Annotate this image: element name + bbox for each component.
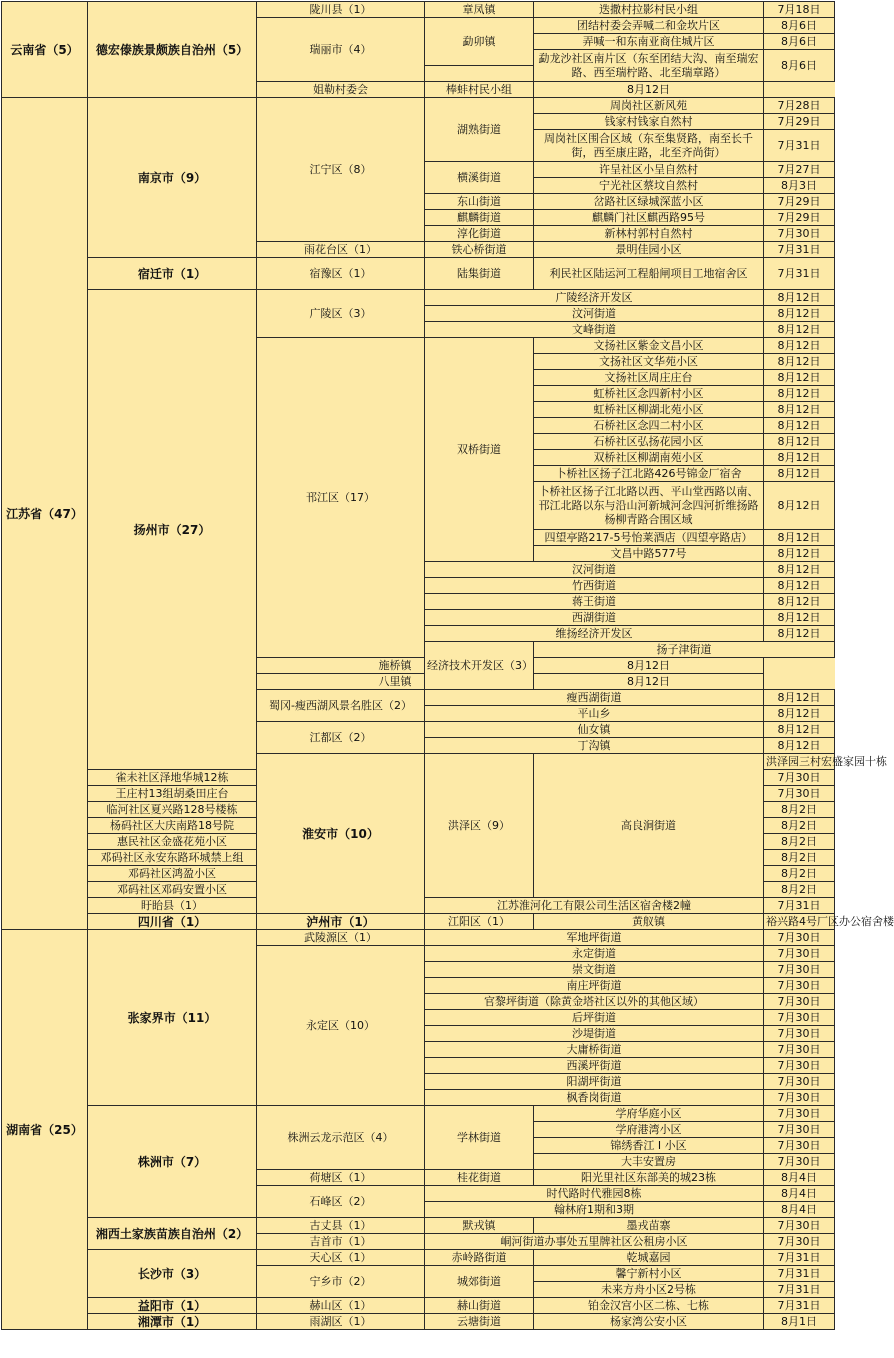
date-cell: 8月12日	[764, 354, 835, 370]
table-cell: 沙堤街道	[425, 1026, 764, 1042]
table-cell: 双桥街道	[425, 338, 534, 562]
date-cell: 8月12日	[764, 578, 835, 594]
date-cell: 7月30日	[764, 994, 835, 1010]
table-cell: 宁光社区蔡坟自然村	[534, 178, 764, 194]
date-cell: 8月4日	[764, 1186, 835, 1202]
table-cell: 永定区（10）	[257, 946, 425, 1106]
date-cell: 7月30日	[764, 1218, 835, 1234]
table-row	[2, 1314, 835, 1330]
table-cell: 古丈县（1）	[257, 1218, 425, 1234]
table-cell: 后坪街道	[425, 1010, 764, 1026]
date-cell: 8月12日	[764, 338, 835, 354]
table-cell: 勐卯镇	[425, 18, 534, 66]
date-cell: 7月31日	[764, 242, 835, 258]
table-cell: 丁沟镇	[425, 738, 764, 754]
table-cell: 汶河街道	[425, 306, 764, 322]
table-cell: 湖南省（25）	[2, 930, 88, 1330]
table-cell: 八里镇	[257, 674, 534, 690]
date-cell: 7月30日	[764, 1090, 835, 1106]
date-cell: 7月29日	[764, 194, 835, 210]
table-cell: 陇川县（1）	[257, 2, 425, 18]
date-cell: 7月28日	[764, 98, 835, 114]
date-cell: 8月12日	[764, 466, 835, 482]
table-cell: 西湖街道	[425, 610, 764, 626]
date-cell: 8月12日	[764, 322, 835, 338]
table-cell: 洪泽区（9）	[425, 754, 534, 898]
date-cell: 8月12日	[764, 450, 835, 466]
table-cell: 勐龙沙社区南片区（东至团结大沟、南至瑞宏路、西至瑞柠路、北至瑞章路）	[534, 50, 764, 82]
table-cell: 黄舣镇	[534, 914, 764, 930]
table-cell: 湘西土家族苗族自治州（2）	[88, 1218, 257, 1250]
date-cell: 8月12日	[764, 290, 835, 306]
table-cell: 麒麟门社区麒西路95号	[534, 210, 764, 226]
table-cell: 邓码社区永安东路环城禁上组	[88, 850, 257, 866]
date-cell: 7月27日	[764, 162, 835, 178]
table-cell: 桂花街道	[425, 1170, 534, 1186]
table-cell: 仙女镇	[425, 722, 764, 738]
table-cell: 双桥社区柳湖南苑小区	[534, 450, 764, 466]
table-cell: 雀未社区泽地华城12栋	[88, 770, 257, 786]
date-cell: 8月1日	[764, 1314, 835, 1330]
table-cell: 岔路社区绿城深蓝小区	[534, 194, 764, 210]
table-cell: 大丰安置房	[534, 1154, 764, 1170]
date-cell: 7月30日	[764, 1122, 835, 1138]
date-cell: 8月12日	[764, 482, 835, 530]
table-cell: 周岗社区围合区域（东至集贤路，南至长千街，西至康庄路，北至齐尚街）	[534, 130, 764, 162]
table-cell: 株洲云龙示范区（4）	[257, 1106, 425, 1170]
table-cell: 王庄村13组胡桑田庄台	[88, 786, 257, 802]
table-cell: 杨家湾公安小区	[534, 1314, 764, 1330]
table-cell: 湖熟街道	[425, 98, 534, 162]
table-row	[2, 1218, 835, 1234]
table-cell: 学府华庭小区	[534, 1106, 764, 1122]
date-cell: 7月31日	[764, 258, 835, 290]
table-cell: 卜桥社区扬子江北路以西、平山堂西路以南、邗江北路以东与沿山河新城河念四河折维扬路杨柳青路合围区域	[534, 482, 764, 530]
table-row	[2, 1250, 835, 1266]
table-cell: 江阳区（1）	[425, 914, 534, 930]
table-cell: 广陵区（3）	[257, 290, 425, 338]
table-cell: 长沙市（3）	[88, 1250, 257, 1298]
table-cell: 赫山区（1）	[257, 1298, 425, 1314]
table-cell: 学府港湾小区	[534, 1122, 764, 1138]
table-cell: 惠民社区金盛花苑小区	[88, 834, 257, 850]
date-cell: 8月6日	[764, 50, 835, 82]
table-cell: 章凤镇	[425, 2, 534, 18]
table-cell: 杨码社区大庆南路18号院	[88, 818, 257, 834]
date-cell: 7月31日	[764, 1250, 835, 1266]
table-cell: 虹桥社区柳湖北苑小区	[534, 402, 764, 418]
table-row	[2, 98, 835, 114]
table-cell: 江苏淮河化工有限公司生活区宿舍楼2幢	[425, 898, 764, 914]
table-cell: 虹桥社区念四新村小区	[534, 386, 764, 402]
table-cell: 石峰区（2）	[257, 1186, 425, 1218]
date-cell: 8月2日	[764, 866, 835, 882]
table-cell: 天心区（1）	[257, 1250, 425, 1266]
date-cell: 8月12日	[764, 546, 835, 562]
table-cell: 卜桥社区扬子江北路426号锦金厂宿舍	[534, 466, 764, 482]
date-cell: 8月4日	[764, 1202, 835, 1218]
table-row	[2, 258, 835, 274]
table-cell: 文昌中路577号	[534, 546, 764, 562]
table-cell: 德宏傣族景颇族自治州（5）	[88, 2, 257, 98]
table-row	[2, 914, 835, 930]
table-cell: 江宁区（8）	[257, 98, 425, 242]
date-cell: 8月12日	[764, 626, 835, 642]
date-cell: 7月30日	[764, 1106, 835, 1122]
table-cell: 麒麟街道	[425, 210, 534, 226]
date-cell: 8月12日	[764, 530, 835, 546]
table-cell: 武陵源区（1）	[257, 930, 425, 946]
date-cell: 7月30日	[764, 1138, 835, 1154]
date-cell: 8月4日	[764, 1170, 835, 1186]
table-cell: 周岗社区新风苑	[534, 98, 764, 114]
table-cell: 株洲市（7）	[88, 1106, 257, 1218]
table-cell: 崇文街道	[425, 962, 764, 978]
table-cell: 利民社区陆运河工程船闸项目工地宿舍区	[534, 258, 764, 290]
date-cell: 7月29日	[764, 210, 835, 226]
table-cell: 维扬经济开发区	[425, 626, 764, 642]
table-cell: 陆集街道	[425, 258, 534, 290]
table-cell: 大庸桥街道	[425, 1042, 764, 1058]
date-cell: 7月30日	[764, 1074, 835, 1090]
table-row	[2, 2, 835, 18]
table-cell: 宿迁市（1）	[88, 258, 257, 290]
date-cell: 8月12日	[764, 402, 835, 418]
table-cell: 东山街道	[425, 194, 534, 210]
table-cell: 荷塘区（1）	[257, 1170, 425, 1186]
table-cell: 阳湖坪街道	[425, 1074, 764, 1090]
table-cell: 施桥镇	[257, 658, 534, 674]
table-cell: 迭撒村拉影村民小组	[534, 2, 764, 18]
table-cell: 吉首市（1）	[257, 1234, 425, 1250]
table-cell: 文扬社区紫金文昌小区	[534, 338, 764, 354]
date-cell: 7月31日	[764, 130, 835, 162]
table-row	[2, 930, 835, 946]
table-cell: 瘦西湖街道	[425, 690, 764, 706]
table-cell: 高良涧街道	[534, 754, 764, 898]
table-cell: 锦绣香江 I 小区	[534, 1138, 764, 1154]
table-row	[2, 1106, 835, 1122]
table-cell: 蒋王街道	[425, 594, 764, 610]
table-cell: 南庄坪街道	[425, 978, 764, 994]
date-cell: 7月30日	[764, 1234, 835, 1250]
risk-area-table	[1, 1, 894, 1330]
date-cell: 7月30日	[764, 1026, 835, 1042]
table-cell: 蜀冈-瘦西湖风景名胜区（2）	[257, 690, 425, 722]
table-cell: 峒河街道办事处五里牌社区公租房小区	[425, 1234, 764, 1250]
table-cell: 默戎镇	[425, 1218, 534, 1234]
table-cell: 四望亭路217-5号怡莱酒店（四望亭路店）	[534, 530, 764, 546]
table-cell: 铂金汉宫小区二栋、七栋	[534, 1298, 764, 1314]
table-cell: 云南省（5）	[2, 2, 88, 98]
date-cell: 7月30日	[764, 1058, 835, 1074]
table-cell: 雨花台区（1）	[257, 242, 425, 258]
table-cell: 江都区（2）	[257, 722, 425, 754]
date-cell: 8月12日	[764, 690, 835, 706]
date-cell: 8月12日	[764, 722, 835, 738]
table-cell: 宿豫区（1）	[257, 258, 425, 290]
table-cell: 文扬社区周庄庄台	[534, 370, 764, 386]
table-cell: 钱家村钱家自然村	[534, 114, 764, 130]
table-cell: 湘潭市（1）	[88, 1314, 257, 1330]
table-cell: 竹西街道	[425, 578, 764, 594]
date-cell: 8月12日	[534, 82, 764, 98]
table-cell: 西溪坪街道	[425, 1058, 764, 1074]
table-cell: 城郊街道	[425, 1266, 534, 1298]
table-cell: 军地坪街道	[425, 930, 764, 946]
table-row	[2, 290, 835, 306]
table-cell: 扬子津街道	[534, 642, 835, 658]
table-cell: 墨戎苗寨	[534, 1218, 764, 1234]
table-body	[2, 2, 894, 1330]
table-cell: 团结村委会弄喊二和金坎片区	[534, 18, 764, 34]
date-cell: 8月2日	[764, 882, 835, 898]
table-cell: 弄喊一和东南亚商住城片区	[534, 34, 764, 50]
date-cell: 7月30日	[764, 962, 835, 978]
date-cell: 8月12日	[764, 706, 835, 722]
table-cell: 阳光里社区东部美的城23栋	[534, 1170, 764, 1186]
table-cell: 翰林府1期和3期	[425, 1202, 764, 1218]
table-cell: 泸州市（1）	[257, 914, 425, 930]
date-cell: 7月30日	[764, 946, 835, 962]
date-cell: 8月12日	[764, 418, 835, 434]
table-cell: 盱眙县（1）	[88, 898, 257, 914]
date-cell: 8月12日	[764, 562, 835, 578]
date-cell: 7月30日	[764, 770, 835, 786]
date-cell: 8月12日	[764, 386, 835, 402]
table-cell: 江苏省（47）	[2, 98, 88, 930]
table-cell: 学林街道	[425, 1106, 534, 1170]
date-cell: 7月30日	[764, 1042, 835, 1058]
table-cell: 景明佳园小区	[534, 242, 764, 258]
date-cell: 7月31日	[764, 898, 835, 914]
date-cell: 8月6日	[764, 18, 835, 34]
table-cell: 宁乡市（2）	[257, 1266, 425, 1298]
date-cell: 8月3日	[764, 178, 835, 194]
table-cell: 石桥社区弘扬花园小区	[534, 434, 764, 450]
date-cell: 8月12日	[534, 658, 764, 674]
date-cell: 8月2日	[764, 834, 835, 850]
date-cell: 8月6日	[764, 34, 835, 50]
table-cell: 枫香岗街道	[425, 1090, 764, 1106]
date-cell: 7月30日	[764, 930, 835, 946]
table-cell: 官黎坪街道（除黄金塔社区以外的其他区域）	[425, 994, 764, 1010]
table-cell: 横溪街道	[425, 162, 534, 194]
date-cell: 8月12日	[764, 370, 835, 386]
date-cell: 7月30日	[764, 1010, 835, 1026]
date-cell: 8月12日	[764, 610, 835, 626]
date-cell: 8月2日	[764, 818, 835, 834]
table-cell: 赤岭路街道	[425, 1250, 534, 1266]
date-cell: 7月29日	[764, 114, 835, 130]
table-cell: 平山乡	[425, 706, 764, 722]
table-row	[2, 1298, 835, 1314]
date-cell: 7月30日	[764, 786, 835, 802]
date-cell: 7月30日	[764, 978, 835, 994]
table-cell: 乾城嘉园	[534, 1250, 764, 1266]
table-cell: 淳化街道	[425, 226, 534, 242]
table-cell: 汉河街道	[425, 562, 764, 578]
date-cell: 8月12日	[764, 306, 835, 322]
date-cell: 8月2日	[764, 850, 835, 866]
table-cell: 永定街道	[425, 946, 764, 962]
date-cell: 7月31日	[764, 1282, 835, 1298]
table-cell: 南京市（9）	[88, 98, 257, 258]
table-cell: 瑞丽市（4）	[257, 18, 425, 82]
table-cell: 铁心桥街道	[425, 242, 534, 258]
date-cell: 8月12日	[764, 738, 835, 754]
table-cell: 棒蚌村民小组	[425, 82, 534, 98]
date-cell: 8月12日	[764, 434, 835, 450]
table-cell: 文扬社区文华苑小区	[534, 354, 764, 370]
table-cell: 赫山街道	[425, 1298, 534, 1314]
table-cell: 邓码社区鸿盈小区	[88, 866, 257, 882]
table-cell: 石桥社区念四二村小区	[534, 418, 764, 434]
table-cell: 雨湖区（1）	[257, 1314, 425, 1330]
table-cell: 新林村郭村自然村	[534, 226, 764, 242]
table-cell: 经济技术开发区（3）	[425, 642, 534, 690]
table-cell: 四川省（1）	[88, 914, 257, 930]
table-cell: 姐勒村委会	[257, 82, 425, 98]
table-cell: 云塘街道	[425, 1314, 534, 1330]
table-cell: 文峰街道	[425, 322, 764, 338]
table-cell: 扬州市（27）	[88, 290, 257, 770]
table-cell: 裕兴路4号厂区办公宿舍楼	[764, 914, 835, 930]
table-cell: 时代路时代雅园8栋	[425, 1186, 764, 1202]
table-cell: 邓码社区邓码安置小区	[88, 882, 257, 898]
date-cell: 7月31日	[764, 1266, 835, 1282]
table-cell: 益阳市（1）	[88, 1298, 257, 1314]
table-cell: 临河社区夏兴路128号楼栋	[88, 802, 257, 818]
table-cell: 未来方舟小区2号栋	[534, 1282, 764, 1298]
table-cell: 邗江区（17）	[257, 338, 425, 658]
table-cell: 淮安市（10）	[257, 754, 425, 914]
table-cell: 张家界市（11）	[88, 930, 257, 1106]
table-cell: 广陵经济开发区	[425, 290, 764, 306]
table-cell: 洪泽园三村宏盛家园十栋	[764, 754, 835, 770]
table-cell: 馨宁新村小区	[534, 1266, 764, 1282]
date-cell: 7月30日	[764, 226, 835, 242]
date-cell: 7月31日	[764, 1298, 835, 1314]
date-cell: 8月2日	[764, 802, 835, 818]
date-cell: 7月30日	[764, 1154, 835, 1170]
date-cell: 7月18日	[764, 2, 835, 18]
table-cell: 许呈社区小呈自然村	[534, 162, 764, 178]
date-cell: 8月12日	[534, 674, 764, 690]
date-cell: 8月12日	[764, 594, 835, 610]
